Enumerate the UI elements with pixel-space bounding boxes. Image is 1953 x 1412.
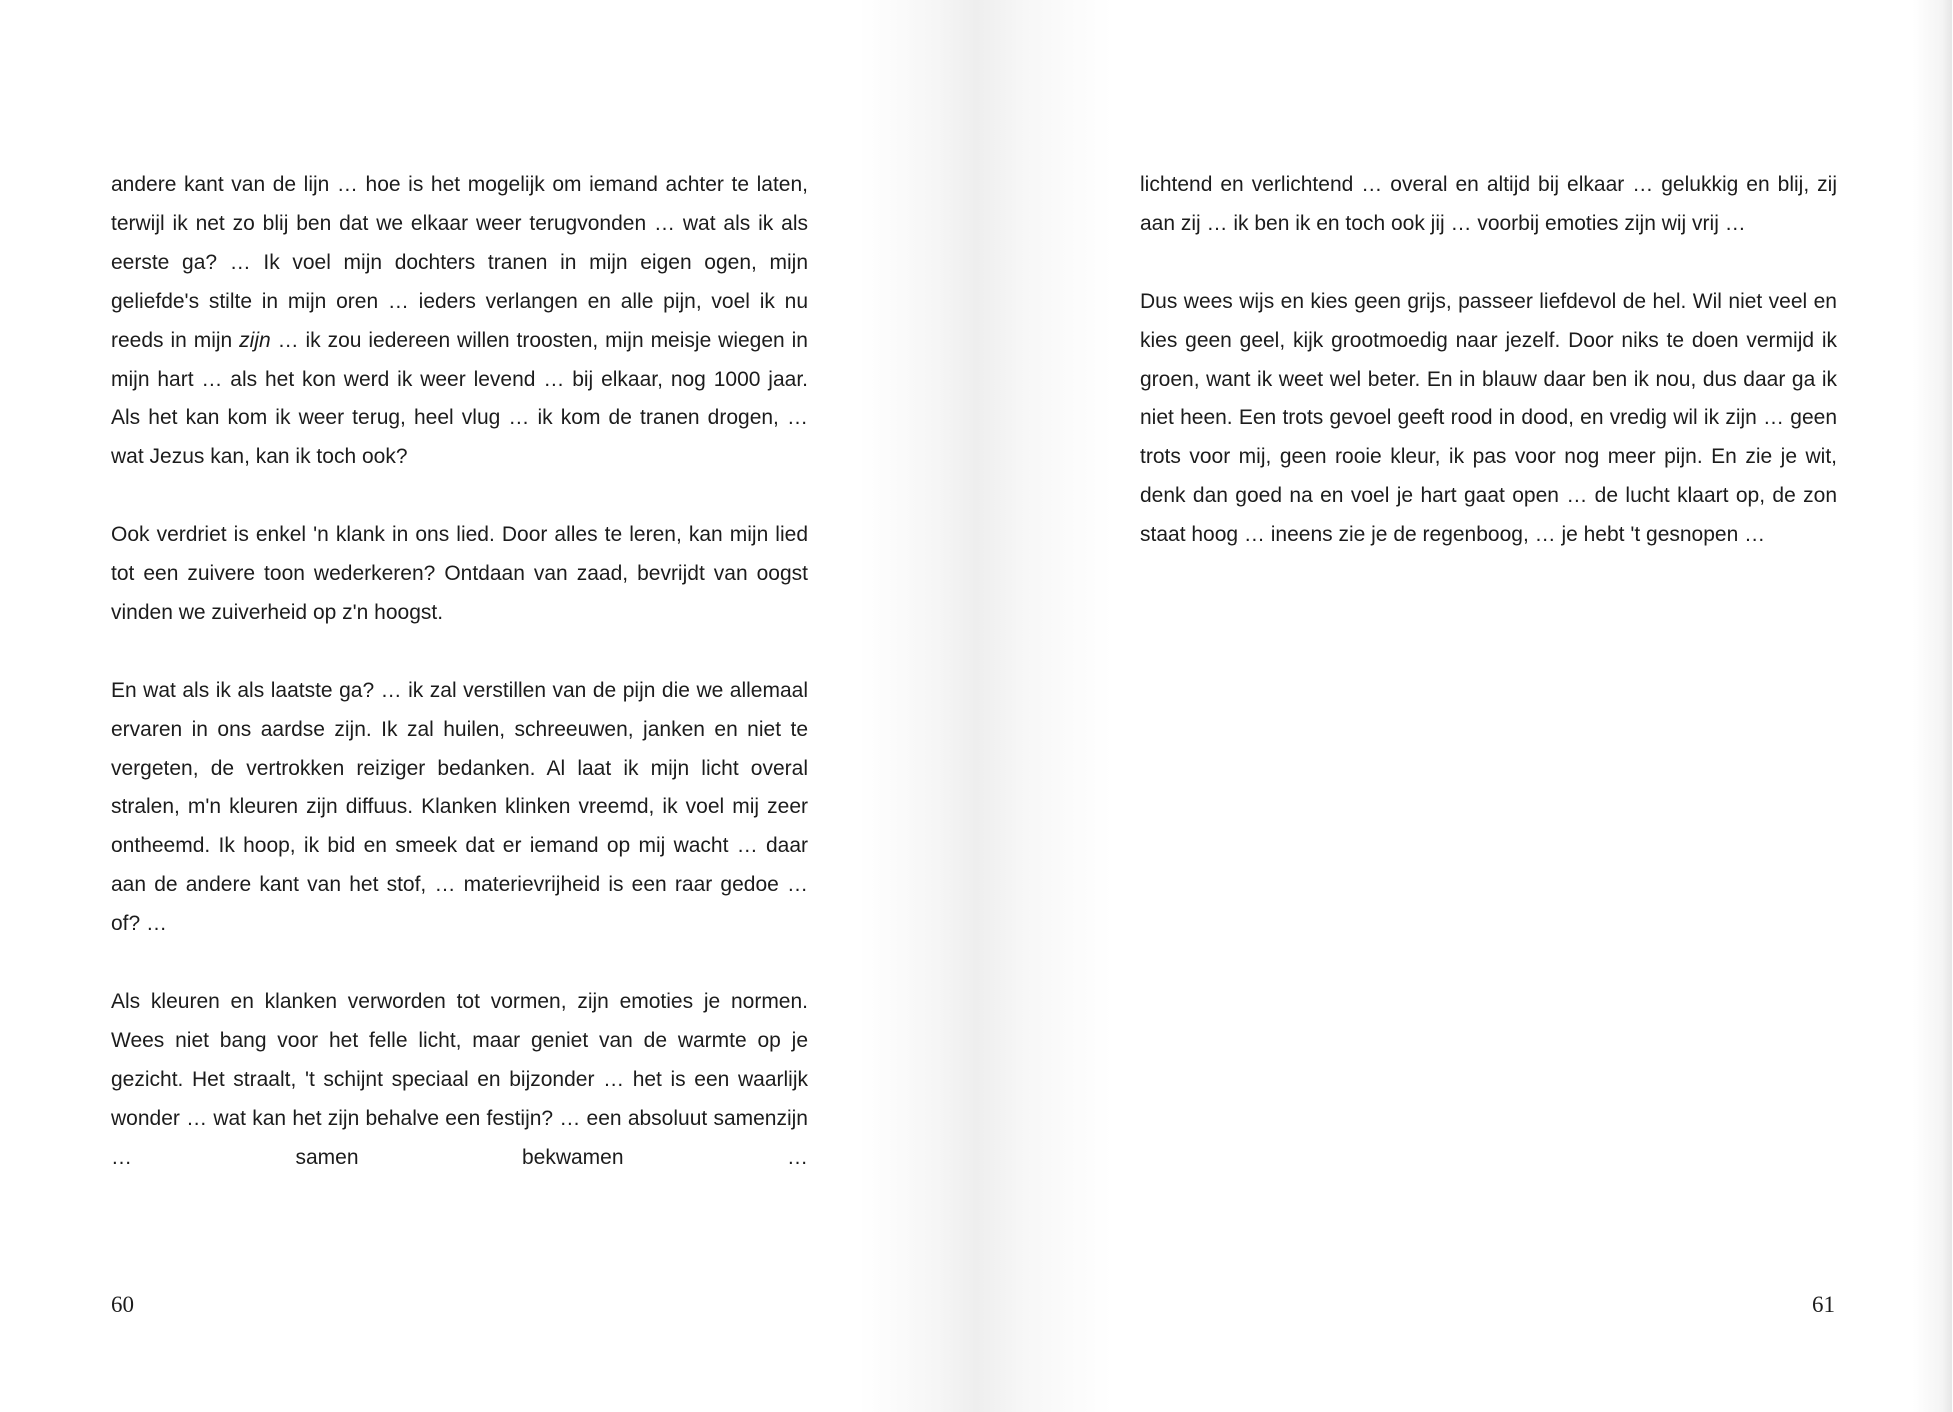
paragraph-text: … ik zou iedereen willen troosten, mijn meisje wiegen in mijn hart … als het kon werd ik weer levend … bij elkaar, nog 1000 jaar. Als het kan kom ik weer terug, heel vlug … ik kom de tranen drogen, … wat Jezus kan, kan ik toch ook? <box>111 328 808 469</box>
paragraph: Als kleuren en klanken verworden tot vormen, zijn emoties je normen. Wees niet bang voor het felle licht, maar geniet van de warmte op je gezicht. Het straalt, 't schijnt speciaal en bijzonder … het is een waarlijk wonder … wat kan het zijn behalve een festijn? … een absoluut samenzijn … samen bekwamen … <box>111 989 808 1169</box>
paragraph <box>111 166 808 477</box>
emphasized-word: zijn <box>239 328 271 352</box>
page-number: 61 <box>1812 1292 1835 1317</box>
paragraph: lichtend en verlichtend … overal en altijd bij elkaar … gelukkig en blij, zij aan zij … ik ben ik en toch ook jij … voorbij emoties zijn wij vrij … <box>1140 173 1837 235</box>
paragraph: En wat als ik als laatste ga? … ik zal verstillen van de pijn die we allemaal ervaren in ons aardse zijn. Ik zal huilen, schreeuwen, janken en niet te vergeten, de vertrokken reiziger bedanken. Al laat ik mijn licht overal stralen, m'n kleuren zijn diffuus. Klanken klinken vreemd, ik voel mij zeer ontheemd. Ik hoop, ik bid en smeek dat er iemand op mij wacht … daar aan de andere kant van het stof, … materievrijheid is een raar gedoe … of? … <box>111 678 808 936</box>
paragraph: Ook verdriet is enkel 'n klank in ons lied. Door alles te leren, kan mijn lied tot een zuivere toon wederkeren? Ontdaan van zaad, bevrijdt van oogst vinden we zuiverheid op z'n hoogst. <box>111 523 808 624</box>
page-number: 60 <box>111 1292 134 1317</box>
paragraph: Dus wees wijs en kies geen grijs, passeer liefdevol de hel. Wil niet veel en kies geen geel, kijk grootmoedig naar jezelf. Door niks te doen vermijd ik groen, want ik weet wel beter. En in blauw daar ben ik nou, dus daar ga ik niet heen. Een trots gevoel geeft rood in dood, en vredig wil ik zijn … geen trots voor mij, geen rooie kleur, ik pas voor nog meer pijn. En zie je wit, denk dan goed na en voel je hart gaat open … de lucht klaart op, de zon staat hoog … ineens zie je de regenboog, … je hebt 't gesnopen … <box>1140 289 1837 547</box>
right-page-text <box>1140 166 1837 594</box>
left-page <box>0 0 976 1412</box>
paragraph-text: andere kant van de lijn … hoe is het mogelijk om iemand achter te laten, terwijl ik net zo blij ben dat we elkaar weer terugvonden … wat als ik als eerste ga? … Ik voel mijn dochters tranen in mijn eigen ogen, mijn geliefde's stilte in mijn oren … ieders verlangen en alle pijn, voel ik nu reeds in mijn <box>111 173 808 352</box>
left-page-text <box>111 166 808 1216</box>
right-page <box>976 0 1952 1412</box>
